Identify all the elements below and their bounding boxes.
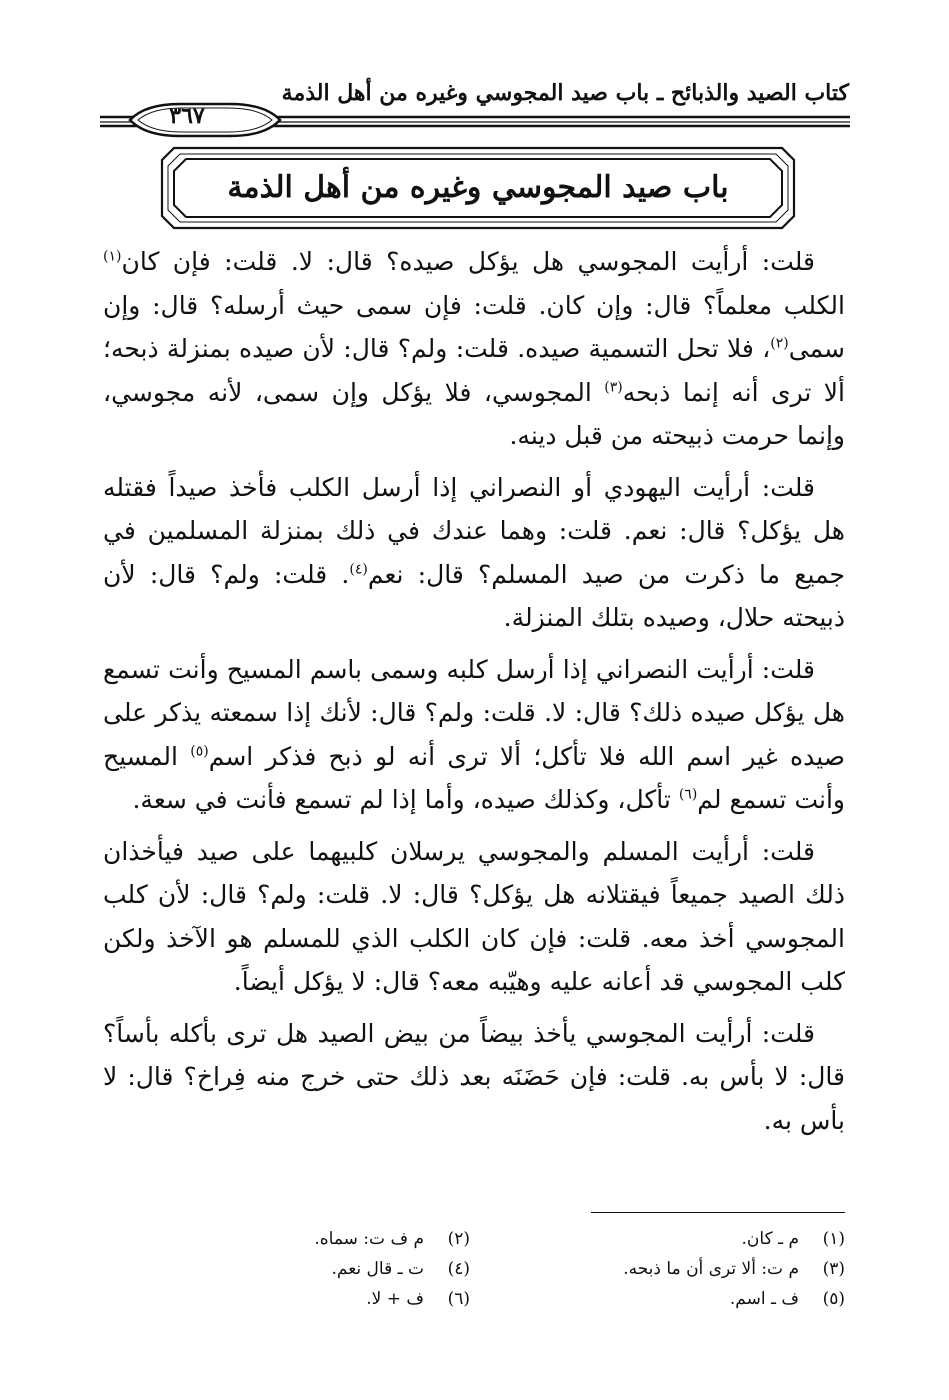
text-run: المجوسي، فلا يؤكل وإن سمى، لأنه مجوسي، وإنما حرمت ذبيحته من قبل دينه. <box>103 377 845 450</box>
body-text <box>103 240 845 1150</box>
footnote-text: م ـ كان. <box>741 1229 799 1249</box>
text-run: ، فلا تحل التسمية صيده. قلت: ولم؟ قال: لأن صيده بمنزلة ذبحه؛ ألا ترى أنه إنما ذبحه <box>103 334 845 407</box>
footnote-item <box>100 1254 470 1284</box>
text-run: قلت: أرأيت المجوسي هل يؤكل صيده؟ قال: لا. قلت: فإن كان <box>121 247 815 276</box>
paragraph <box>103 830 845 1004</box>
footnote-number: (٦) <box>447 1289 470 1309</box>
footnote-ref[interactable]: (٦) <box>678 786 698 803</box>
footnote-ref[interactable]: (٣) <box>604 379 623 396</box>
footnote-ref[interactable]: (٢) <box>770 335 789 352</box>
footnote-text: ف ـ اسم. <box>729 1289 799 1309</box>
footnote-item <box>475 1254 845 1284</box>
footnote-text: م ت: ألا ترى أن ما ذبحه. <box>623 1259 799 1279</box>
running-head: كتاب الصيد والذبائح ـ باب صيد المجوسي وغيره من أهل الذمة <box>281 80 849 106</box>
footnote-ref[interactable]: (١) <box>103 248 122 265</box>
text-run: تأكل، وكذلك صيده، وأما إذا لم تسمع فأنت في سعة. <box>132 785 679 814</box>
text-run: قلت: أرأيت المجوسي يأخذ بيضاً من بيض الصيد هل ترى بأكله بأساً؟ قال: لا بأس به. قلت: فإن حَضَنَه بعد ذلك حتى خرج منه فِراخ؟ قال: لا بأس به. <box>103 1018 845 1135</box>
footnote-item <box>100 1284 470 1314</box>
footnote-divider <box>591 1212 845 1213</box>
text-run: قلت: أرأيت المسلم والمجوسي يرسلان كلبيهما على صيد فيأخذان ذلك الصيد جميعاً فيقتلانه هل يؤكل؟ قال: لا. قلت: ولم؟ قال: لأن كلب المجوسي أخذ معه. قلت: فإن كان الكلب الذي للمسلم هو الآخذ ولكن كلب المجوسي قد أعانه عليه وهيّبه معه؟ قال: لا يؤكل أيضاً. <box>103 836 845 996</box>
footnote-item <box>475 1224 845 1254</box>
footnote-number: (٥) <box>822 1289 845 1309</box>
text-run: . قلت: ولم؟ قال: لأن ذبيحته حلال، وصيده بتلك المنزلة. <box>103 559 845 632</box>
footnote-number: (٤) <box>447 1259 470 1279</box>
text-run: الكلب معلماً؟ قال: وإن كان. قلت: فإن سمى حيث أرسله؟ قال: وإن سمى <box>103 290 845 363</box>
text-run: المسيح وأنت تسمع لم <box>103 741 845 814</box>
footnote-number: (٢) <box>447 1229 470 1249</box>
footnote-text: م ف ت: سماه. <box>314 1229 424 1249</box>
footnote-item <box>100 1224 470 1254</box>
footnote-item <box>475 1284 845 1314</box>
footnote-number: (٣) <box>822 1259 845 1279</box>
footnote-text: ف + لا. <box>366 1289 424 1309</box>
footnotes <box>100 1224 845 1314</box>
paragraph <box>103 1012 845 1143</box>
text-run: قلت: أرأيت اليهودي أو النصراني إذا أرسل الكلب فأخذ صيداً فقتله هل يؤكل؟ قال: نعم. قلت: وهما عندك في ذلك بمنزلة المسلمين في جميع ما ذكرت من صيد المسلم؟ قال: نعم <box>103 472 845 589</box>
text-run: قلت: أرأيت النصراني إذا أرسل كلبه وسمى باسم المسيح وأنت تسمع هل يؤكل صيده ذلك؟ قال: لا. قلت: ولم؟ قال: لأنك إذا سمعته يذكر على صيده غير اسم الله فلا تأكل؛ ألا ترى أنه لو ذبح فذكر اسم <box>103 654 845 771</box>
footnote-number: (١) <box>822 1229 845 1249</box>
chapter-title: باب صيد المجوسي وغيره من أهل الذمة <box>227 170 729 205</box>
paragraph <box>103 648 845 822</box>
page-number: ٣٦٧ <box>169 103 205 129</box>
footnote-text: ت ـ قال نعم. <box>331 1259 424 1279</box>
paragraph <box>103 466 845 640</box>
footnote-ref[interactable]: (٥) <box>190 743 209 760</box>
paragraph <box>103 240 845 458</box>
footnote-ref[interactable]: (٤) <box>349 561 368 578</box>
